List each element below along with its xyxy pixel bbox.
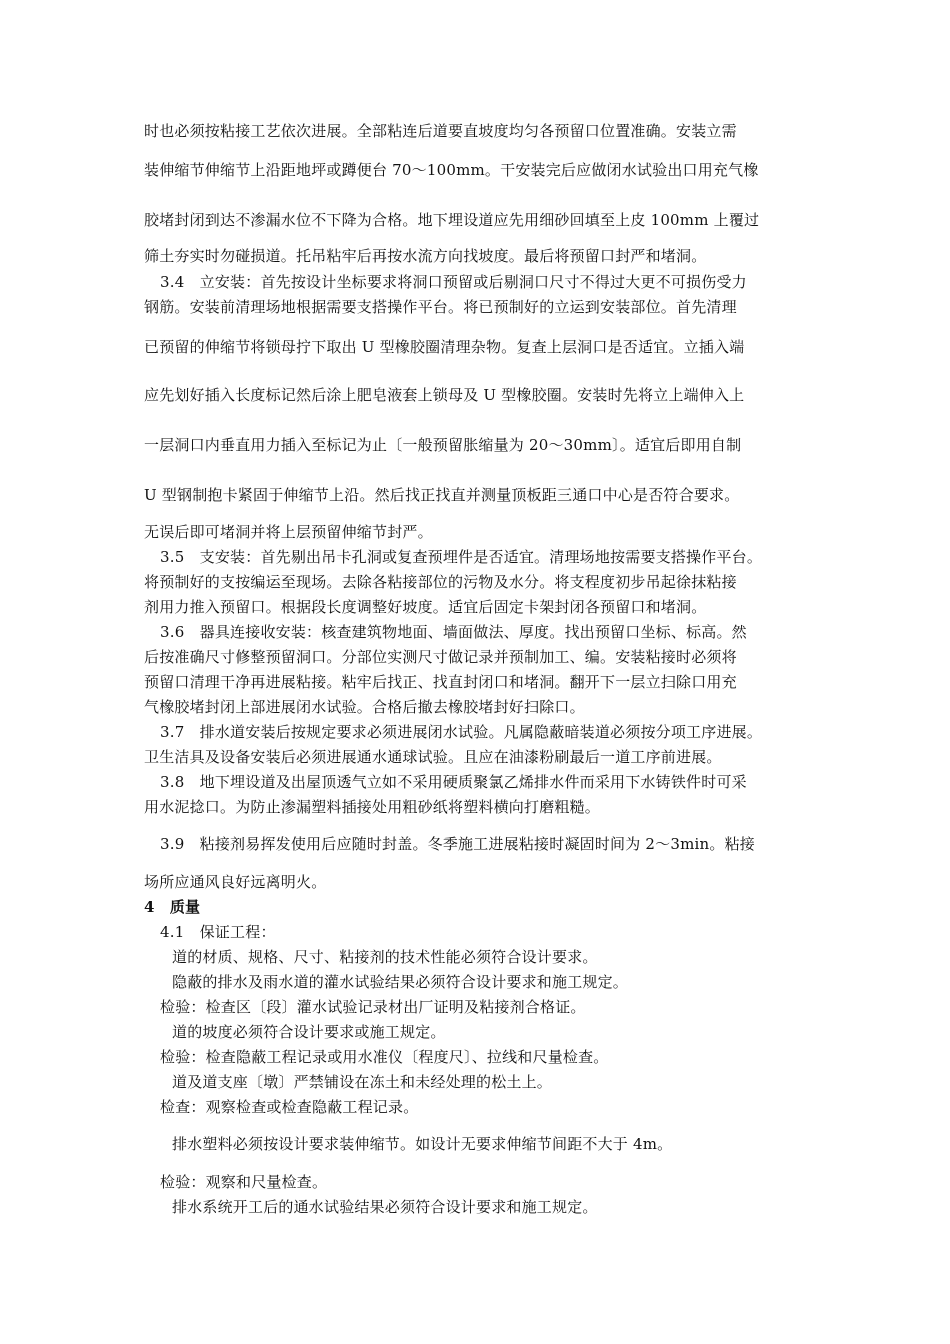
text-line: 筛土夯实时勿碰损道。托吊粘牢后再按水流方向找坡度。最后将预留口封严和堵洞。 [144,247,707,265]
text-line: 卫生洁具及设备安装后必须进展通水通球试验。且应在油漆粉刷最后一道工序前进展。 [144,748,722,766]
text-line: 用水泥捻口。为防止渗漏塑料插接处用粗砂纸将塑料横向打磨粗糙。 [144,798,601,816]
text-line: U 型钢制抱卡紧固于伸缩节上沿。然后找正找直并测量顶板距三通口中心是否符合要求。 [144,486,740,504]
subsection-heading: 4.1 保证工程： [160,923,276,941]
text-line: 3.8 地下埋设道及出屋顶透气立如不采用硬质聚氯乙烯排水件而采用下水铸铁件时可采 [160,773,747,791]
text-line: 时也必须按粘接工艺依次进展。全部粘连后道要直坡度均匀各预留口位置准确。安装立需 [144,122,737,140]
text-line: 一层洞口内垂直用力插入至标记为止〔一般预留胀缩量为 20～30mm〕。适宜后即用自制 [144,436,742,454]
text-line: 3.6 器具连接收安装：核查建筑物地面、墙面做法、厚度。找出预留口坐标、标高。然 [160,623,747,641]
text-line: 道及道支座〔墩〕严禁铺设在冻土和未经处理的松土上。 [172,1073,553,1091]
text-line: 隐蔽的排水及雨水道的灌水试验结果必须符合设计要求和施工规定。 [172,973,629,991]
text-line: 钢筋。安装前清理场地根据需要支搭操作平台。将已预制好的立运到安装部位。首先清理 [144,298,737,316]
text-line: 3.9 粘接剂易挥发使用后应随时封盖。冬季施工进展粘接时凝固时间为 2～3min。粘接 [160,835,755,853]
text-line: 3.4 立安装：首先按设计坐标要求将洞口预留或后剔洞口尺寸不得过大更不可损伤受力 [160,273,747,291]
text-line: 无误后即可堵洞并将上层预留伸缩节封严。 [144,523,433,541]
text-line: 道的材质、规格、尺寸、粘接剂的技术性能必须符合设计要求。 [172,948,598,966]
text-line: 排水系统开工后的通水试验结果必须符合设计要求和施工规定。 [172,1198,598,1216]
text-line: 后按准确尺寸修整预留洞口。分部位实测尺寸做记录并预制加工、编。安装粘接时必须将 [144,648,737,666]
text-line: 道的坡度必须符合设计要求或施工规定。 [172,1023,446,1041]
text-line: 检验：检查隐蔽工程记录或用水准仪〔程度尺〕、拉线和尺量检查。 [160,1048,609,1066]
text-line: 检验：观察和尺量检查。 [160,1173,328,1191]
text-line: 预留口清理干净再进展粘接。粘牢后找正、找直封闭口和堵洞。翻开下一层立扫除口用充 [144,673,737,691]
text-line: 气橡胶堵封闭上部进展闭水试验。合格后撤去橡胶堵封好扫除口。 [144,698,585,716]
text-line: 装伸缩节伸缩节上沿距地坪或蹲便台 70～100mm。干安装完后应做闭水试验出口用充气橡 [144,161,759,179]
text-line: 排水塑料必须按设计要求装伸缩节。如设计无要求伸缩节间距不大于 4m。 [172,1135,673,1153]
text-line: 3.5 支安装：首先剔出吊卡孔洞或复查预埋件是否适宜。清理场地按需要支搭操作平台。 [160,548,763,566]
text-line: 3.7 排水道安装后按规定要求必须进展闭水试验。凡属隐蔽暗装道必须按分项工序进展。 [160,723,763,741]
text-line: 检验：检查区〔段〕灌水试验记录材出厂证明及粘接剂合格证。 [160,998,586,1016]
text-line: 胶堵封闭到达不渗漏水位不下降为合格。地下埋设道应先用细砂回填至上皮 100mm 上覆过 [144,211,760,229]
text-line: 剂用力推入预留口。根据段长度调整好坡度。适宜后固定卡架封闭各预留口和堵洞。 [144,598,707,616]
text-line: 将预制好的支按编运至现场。去除各粘接部位的污物及水分。将支程度初步吊起徐抹粘接 [144,573,737,591]
text-line: 已预留的伸缩节将锁母拧下取出 U 型橡胶圈清理杂物。复查上层洞口是否适宜。立插入端 [144,338,745,356]
text-line: 检查：观察检查或检查隐蔽工程记录。 [160,1098,419,1116]
text-line: 场所应通风良好远离明火。 [144,873,327,891]
section-heading: 4 质量 [144,898,201,916]
text-line: 应先划好插入长度标记然后涂上肥皂液套上锁母及 U 型橡胶圈。安装时先将立上端伸入上 [144,386,745,404]
